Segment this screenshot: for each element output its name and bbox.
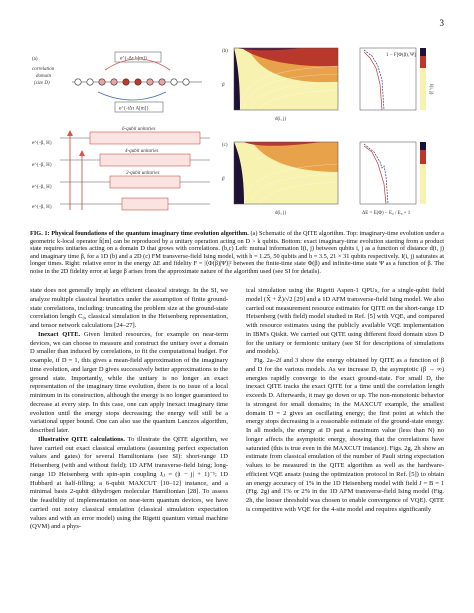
illustrative-text: To illustrate the QITE algorithm, we have carried out exact classical emulations (assuming perfect expectation values and gates) for several Hamiltonians (see SI): short-range 1D Heisenberg (with and without field); 1D AFM transverse-field Ising; long-range 1D Heisenberg with spin-spin coupling Jᵢⱼ = (|i − j| + 1)⁻¹; 1D Hubbard at half-filling; a 6-qubit MAXCUT [10–12] instance, and a minimal basis 2-qubit dihydrogen molecular Hamiltonian [28]. To assess the feasibility of implementation on near-term quantum devices, we have carried out noisy classical emulation (classical simulation expectation values and with an error model) using the Rigetti quantum virtual machine (QVM) and a phys- <box>30 435 228 531</box>
row-label-3: e^{-β₁ H} <box>32 185 53 190</box>
qubit-node <box>183 79 189 85</box>
panel-a-label: (a) <box>32 57 38 62</box>
qubit-node <box>99 79 105 85</box>
side-ylabel: I(i, j) <box>428 84 433 95</box>
panel-b-label: (b) <box>222 49 228 54</box>
domain-label-3: (size D) <box>34 81 50 86</box>
caption-body: (a) Schematic of the QITE algorithm. Top: imaginary-time evolution under a geometric k-local operator ĥ[m] can be reproduced by a unitary operation acting on D > k qubits. Bottom: exact imaginary-time evolution starting from a product state requires unitaries acting on a domain D that grows with correlations. (b,c) Left: mutual information I(i, j) between qubits i, j as a function of distance d(i, j) and imaginary time β, for a 1D (b) and a 2D (c) FM transverse-field Ising model, with h = 1.25, 50 qubits and h = 3.5, 21 × 31 qubits respectively. I(i, j) saturates at longer times. Right: relative error in the energy ΔE and fidelity F = |⟨Φ(β)|Ψ⟩|² between the finite-time state Φ(β) and infinite-time state Ψ as a function of β. The noise in the 2D fidelity error at large β arises from the approximate nature of the algorithm used (see SI for details). <box>30 230 444 275</box>
caption-label: FIG. 1: <box>30 230 50 237</box>
domain-label-2: domain <box>36 74 51 79</box>
heatmap-b <box>220 44 342 122</box>
inexact-qite-heading: Inexact QITE. <box>38 330 81 338</box>
heatmap-b-xlabel: d(i, j) <box>275 117 287 122</box>
inexact-qite-text: Given limited resources, for example on near-term devices, we can choose to measure and construct the unitary over a domain D smaller than induced by correlations, to fit the computational budget. For example, if D = 1, this gives a mean-field approximation of the imaginary time evolution, and larger D gives successively better approximations to the ground state. Importantly, while the unitary is no longer an exact representation of the imaginary time evolution, there is no issue of a local minimum in its construction, although the energy is no longer guaranteed to decrease at every step. In this case, one can apply inexact imaginary time evolution until the energy stops decreasing; the energy will still be a variational upper bound. One can also use the quantum Lanczos algorithm, described later. <box>30 330 228 434</box>
unitary-label-6: 6-qubit unitaries <box>122 127 156 132</box>
qubit-chain <box>72 79 202 85</box>
caption-title: Physical foundations of the quantum imaginary time evolution algorithm. <box>51 230 249 237</box>
qubit-node <box>123 79 129 85</box>
page-number: 3 <box>439 18 444 28</box>
bottom-arc <box>98 92 166 100</box>
qubit-node <box>147 79 153 85</box>
domain-label-1: correlation <box>32 67 55 72</box>
side-xlabel: ΔE = E(Φ) − E₀ / E₀ + 1 <box>362 211 411 216</box>
side-plot-c <box>346 138 444 223</box>
qubit-node <box>75 79 81 85</box>
right-column <box>246 287 444 515</box>
panel-a-schematic <box>30 42 215 222</box>
heatmap-c <box>220 138 342 218</box>
left-column <box>30 287 228 532</box>
illustrative-heading: Illustrative QITE calculations. <box>38 435 125 443</box>
panel-c-label: (c) <box>222 143 228 148</box>
unitary-label-2: 2-qubit unitaries <box>126 171 160 176</box>
figure-caption <box>30 230 444 276</box>
right-paragraph-2: Fig. 2a–2f and 3 show the energy obtained by QITE as a function of β and D for the various models. As we increase D, the asymptotic (β → ∞) energies rapidly converge to the exact ground-state. For small D, the inexact QITE tracks the exact QITE for a time until the correlation length exceeds D. Afterwards, it may go down or up. The non-monotonic behavior is strongest for small domains; in the MAXCUT example, the smallest domain D = 2 gives an oscillating energy; the first point at which the energy stops decreasing is a reasonable estimate of the ground-state energy. In all models, the energy at D past a maximum value (less than N) no longer affects the asymptotic energy, showing that the correlations have saturated (this is true even in the MAXCUT instance). Figs. 2g, 2h show an estimate from classical emulation of the number of Pauli string expectation values to be measured in the QITE algorithm as well as the hardware-efficient VQE ansatz (using the optimization protocol in Ref. [5]) to obtain an energy accuracy of 1% in the 1D Heisenberg model with field J = B = 1 (Fig. 2g) and 1% or 2% in the 1D AFM transverse-field Ising model (Fig. 2h, the looser threshold was chosen to enable convergence of VQE). QITE is competitive with VQE for the 4-site model and requires significantly <box>246 357 444 513</box>
qubit-node <box>87 79 93 85</box>
row-label-2: e^{-β₁ H} <box>32 163 53 168</box>
left-paragraph-1: state does not generally imply an efficient classical strategy. In the SI, we analyze multiple classical heuristics under the assumption of finite ground-state correlations, including: truncating the problem size at the ground-state correlation length C₀, classical simulation in the Heisenberg representation, and tensor network calculations [24–27]. <box>30 287 228 329</box>
row-label-1: e^{-β₁ H} <box>32 141 53 146</box>
qubit-node <box>135 79 141 85</box>
qubit-node <box>171 79 177 85</box>
qubit-node <box>111 79 117 85</box>
panel-a-svg <box>30 42 215 222</box>
bottom-operator-label: e^{-iΔτ A[m]} <box>119 106 149 112</box>
side-legend: 1 − F[Φ(β), Ψ] <box>386 53 416 58</box>
figure-1 <box>30 42 444 222</box>
side-plot-b <box>346 44 444 127</box>
qubit-node <box>159 79 165 85</box>
top-operator-label: e^{-Δτ h[m]} <box>120 56 148 62</box>
left-paragraph-3 <box>30 436 228 532</box>
row-label-4: e^{-β₁ H} <box>32 205 53 210</box>
domain-arrows <box>67 130 85 210</box>
right-paragraph-1: ical simulation using the Rigetti Aspen-1 QPUs, for a single-qubit field model (X̂ + Ẑ)/√2 [29] and a 1D AFM transverse-field Ising model. We also carried out measurement resource estimates for QITE on the short-range 1D Heisenberg (with field) model studied in Ref. [5] with VQE, and compared with resource estimates using the publicly available VQE implementation in IBM's Qiskit. We carried out QITE using different fixed domain sizes D for the unitary or fermionic unitary (see SI for descriptions of simulations and models). <box>246 287 444 356</box>
heatmap-b-ylabel: β <box>222 83 225 88</box>
unitary-label-4: 4-qubit unitaries <box>125 149 159 154</box>
heatmap-c-xlabel: d(i, j) <box>275 211 287 216</box>
heatmap-c-ylabel: β <box>222 177 225 182</box>
left-paragraph-2 <box>30 331 228 436</box>
